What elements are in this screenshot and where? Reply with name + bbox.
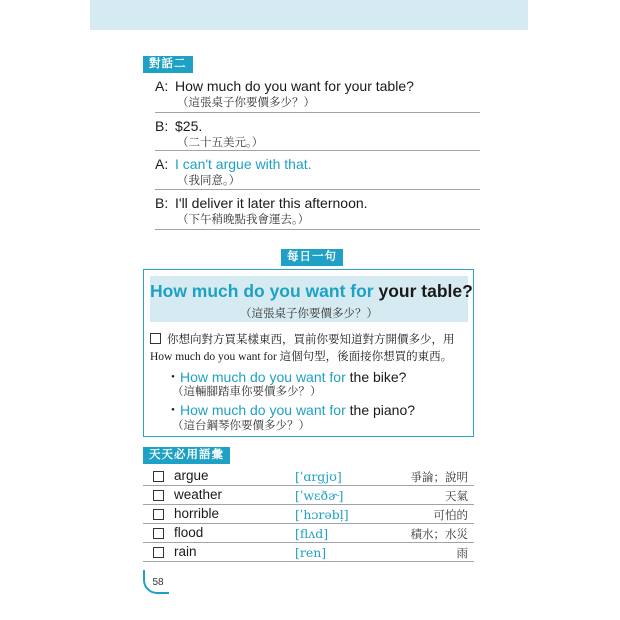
top-band [90, 0, 528, 30]
english-text: $25. [175, 118, 203, 134]
vocab-meaning: 天氣 [445, 491, 468, 503]
dialogue-line-2 [155, 118, 480, 150]
speaker: B: [155, 118, 169, 134]
vocab-word: flood [174, 525, 204, 540]
vocab-tag: 天天必用語彙 [143, 447, 230, 464]
chinese-text: （下午稍晚點我會運去。） [177, 214, 310, 226]
vocab-ipa: [ˈɑrgjʊ] [295, 469, 342, 484]
chinese-text: （我同意。） [177, 175, 241, 187]
vocab-word: rain [174, 544, 197, 559]
english-text: How much do you want for your table? [175, 78, 414, 94]
checkbox-icon[interactable] [153, 471, 164, 482]
explanation-text: 你想向對方買某樣東西，買前你要知道對方開價多少，用 How much do you want for 這個句型，後面接你想買的東西。 [150, 334, 455, 363]
divider [155, 150, 480, 151]
vocab-ipa: [flʌd] [295, 526, 329, 541]
vocab-meaning: 爭論；說明 [410, 472, 468, 484]
vocab-ipa: [ˈhɔrəbḷ] [295, 507, 349, 522]
speaker: A: [155, 78, 169, 94]
checkbox-icon[interactable] [153, 547, 164, 558]
example-object: the bike? [349, 369, 407, 385]
english-text: I'll deliver it later this afternoon. [175, 195, 368, 211]
example-pattern: How much do you want for [180, 402, 350, 418]
dialogue-line-4 [155, 195, 480, 227]
vocab-word: horrible [174, 506, 220, 521]
sentence-object: your table? [378, 281, 473, 301]
vocab-row [143, 543, 474, 562]
vocab-word: weather [174, 487, 223, 502]
checkbox-icon[interactable] [153, 528, 164, 539]
example-1-translation: （這輛腳踏車你要價多少？） [172, 386, 322, 398]
chinese-text: （二十五美元。） [177, 137, 264, 149]
daily-sentence [150, 281, 473, 302]
vocab-row [143, 486, 474, 505]
vocab-ipa: [ren] [295, 545, 327, 560]
bullet: ・ [166, 369, 180, 385]
chinese-text: （這張桌子你要價多少？） [177, 97, 315, 109]
example-2-translation: （這台鋼琴你要價多少？） [172, 420, 310, 432]
vocab-meaning: 雨 [456, 548, 468, 560]
divider [155, 189, 480, 190]
example-pattern: How much do you want for [180, 369, 350, 385]
vocab-word: argue [174, 468, 209, 483]
vocab-meaning: 積水；水災 [410, 529, 468, 541]
vocab-row [143, 467, 474, 486]
vocab-meaning: 可怕的 [433, 510, 468, 522]
speaker: B: [155, 195, 169, 211]
page-number: 58 [152, 577, 164, 588]
sentence-pattern: How much do you want for [150, 281, 379, 301]
vocab-row [143, 524, 474, 543]
divider [155, 112, 480, 113]
checkbox-icon[interactable] [153, 509, 164, 520]
daily-sentence-translation: （這張桌子你要價多少？） [240, 308, 378, 320]
vocab-row [143, 505, 474, 524]
divider [155, 229, 480, 230]
explanation [150, 332, 468, 366]
checkbox-icon [150, 333, 161, 344]
daily-tag: 每日一句 [281, 249, 343, 266]
bullet: ・ [166, 402, 180, 418]
vocab-ipa: [ˈwɛðɚ] [295, 488, 344, 503]
speaker: A: [155, 156, 169, 172]
checkbox-icon[interactable] [153, 490, 164, 501]
dialogue-tag: 對話二 [143, 56, 193, 73]
dialogue-line-1 [155, 78, 480, 110]
example-object: the piano? [349, 402, 416, 418]
english-text: I can't argue with that. [175, 156, 312, 172]
dialogue-line-3 [155, 156, 480, 188]
